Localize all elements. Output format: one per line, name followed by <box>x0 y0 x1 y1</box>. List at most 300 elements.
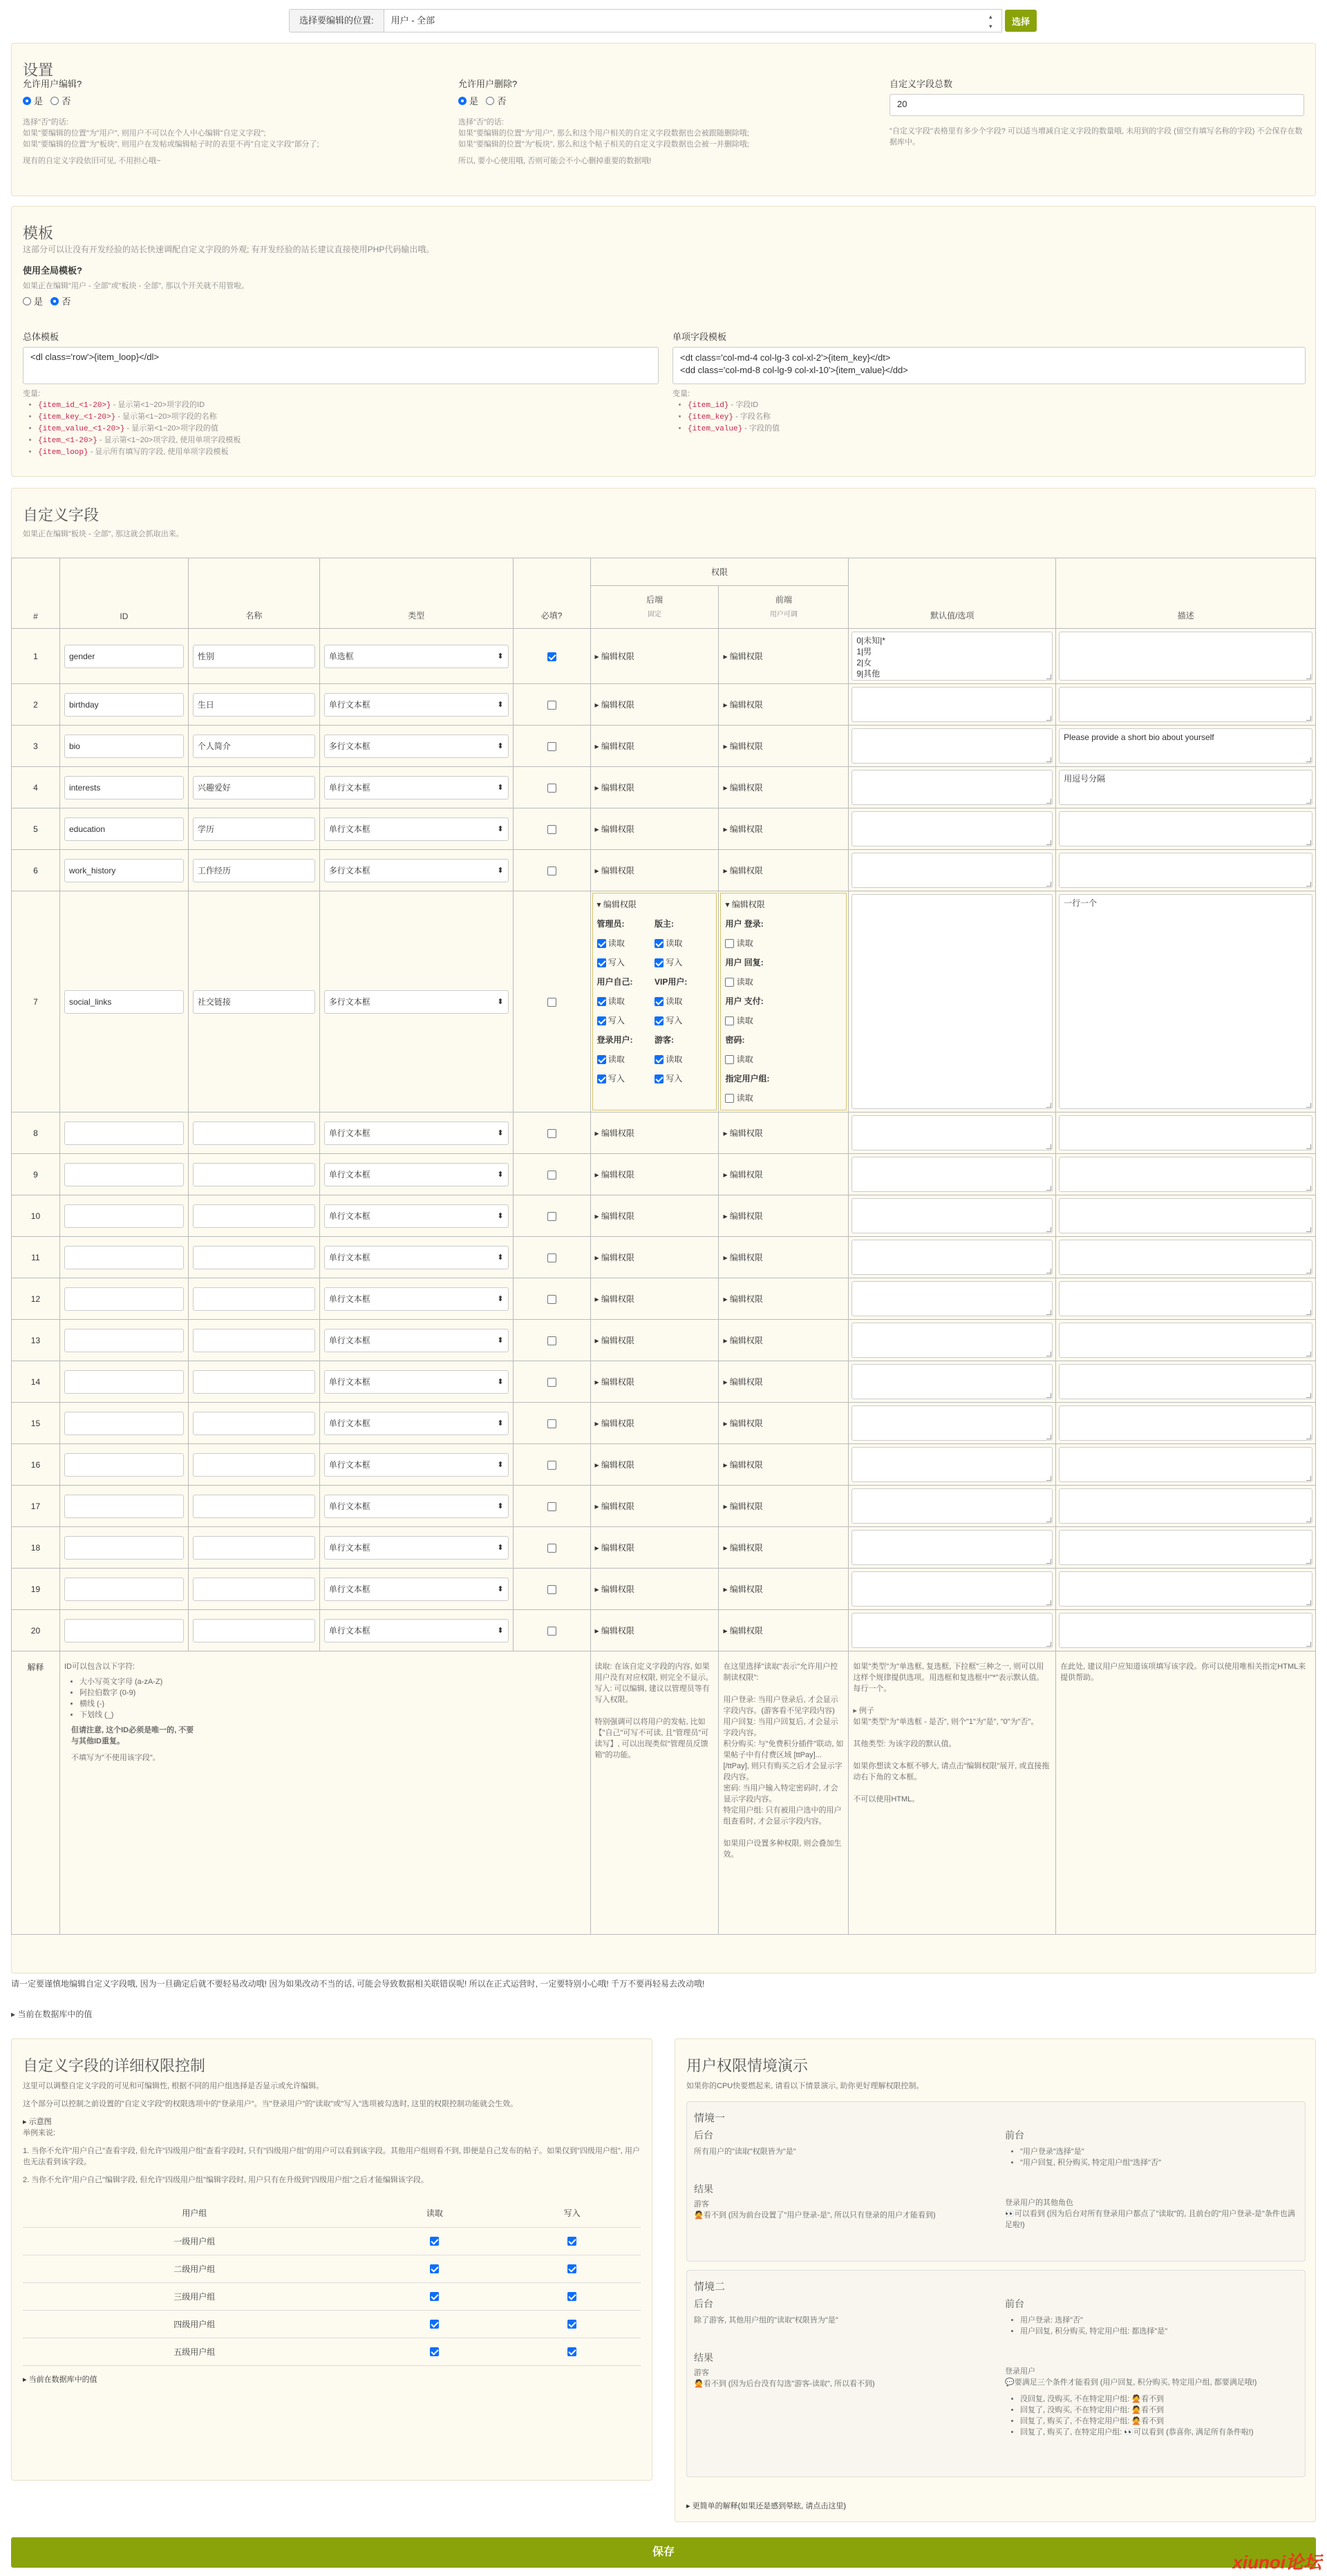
name-input[interactable] <box>193 1163 315 1186</box>
frontend-edit-perm[interactable]: ▸ 编辑权限 <box>723 1128 763 1138</box>
backend-edit-perm[interactable]: ▸ 编辑权限 <box>594 1377 634 1387</box>
name-input[interactable] <box>193 1619 315 1642</box>
radio-icon <box>23 297 31 305</box>
field-row <box>12 1444 1316 1486</box>
backend-edit-perm[interactable]: ▸ 编辑权限 <box>594 700 634 710</box>
allow-edit-hint: 如果"要编辑的位置"为"板块", 则用户在发帖或编辑帖子时的表里不再"自定义字段"部分了; <box>23 140 319 149</box>
frontend-edit-perm[interactable]: ▸ 编辑权限 <box>723 700 763 710</box>
required-checkbox[interactable] <box>547 1171 556 1180</box>
read-checkbox[interactable] <box>430 2320 439 2329</box>
backend-edit-perm[interactable]: ▸ 编辑权限 <box>594 1170 634 1180</box>
frontend-edit-perm[interactable]: ▸ 编辑权限 <box>723 824 763 834</box>
desc-textarea[interactable] <box>1059 1115 1312 1150</box>
read-checkbox[interactable] <box>655 939 664 948</box>
explain-frontend: 在这里选择"读取"表示"允许用户控制读权限": 用户登录: 当用户登录后, 才会显示字段内容。(游客看不见字段内容) 用户回复: 当用户回复后, 才会显示字段内容。 积分购买: 与"免费积分插件"联动, 如果帖子中有付费区域 [ttPay]...[/ttPay], 则只有购买之后才会显示字段内容。 密码: 当用户输入特定密码时, 才会显示字段内容。 特定用户组: 只有被用户选中的用户组查看时, 才会显示字段内容。 如果用户设置多种权限, 则会叠加生效。 <box>723 1663 844 1859</box>
default-textarea[interactable] <box>851 1281 1053 1316</box>
frontend-edit-perm[interactable]: ▸ 编辑权限 <box>723 1584 763 1594</box>
explain-id: ID可以包含以下字符: • 大小写英文字母 (a-zA-Z) • 阿拉伯数字 (0-9) • 横线 (-) • 下划线 (_) 但请注意, 这个ID必须是唯一的, 不要与其他ID重复。 不填写为"不使用该字段"。 <box>59 1651 590 1935</box>
perm-db-toggle[interactable]: ▸ 当前在数据库中的值 <box>23 2375 97 2384</box>
write-checkbox[interactable] <box>597 1016 606 1025</box>
overall-template-label: 总体模板 <box>23 332 59 342</box>
diagram-toggle[interactable]: ▸ 示意图 <box>23 2118 52 2126</box>
name-input[interactable] <box>193 1246 315 1269</box>
id-input[interactable]: education <box>64 817 184 841</box>
required-checkbox[interactable] <box>547 1336 556 1345</box>
backend-edit-perm[interactable]: ▸ 编辑权限 <box>594 1419 634 1428</box>
backend-edit-perm[interactable]: ▸ 编辑权限 <box>594 1294 634 1304</box>
id-input[interactable] <box>64 1370 184 1394</box>
write-checkbox[interactable] <box>567 2347 576 2356</box>
frontend-edit-perm[interactable]: ▸ 编辑权限 <box>723 1336 763 1345</box>
warning-text: 请一定要谨慎地编辑自定义字段哦, 因为一旦确定后就不要轻易改动哦! 因为如果改动不当的话, 可能会导致数据相关联错误呢! 所以在正式运营时, 一定要特别小心哦! 千万不要再轻易去改动哦! <box>11 1979 705 1989</box>
save-button[interactable]: 保存 <box>11 2537 1316 2568</box>
col-desc: 描述 <box>1056 558 1316 629</box>
default-textarea[interactable] <box>851 728 1053 764</box>
type-select[interactable]: 单行文本框 ⬍ <box>324 1536 509 1560</box>
default-textarea[interactable]: 0|未知|* 1|男 2|女 9|其他 <box>851 632 1053 681</box>
desc-textarea[interactable] <box>1059 687 1312 722</box>
desc-textarea[interactable] <box>1059 1323 1312 1358</box>
default-textarea[interactable] <box>851 1240 1053 1275</box>
required-checkbox[interactable] <box>547 1129 556 1138</box>
name-input[interactable] <box>193 1121 315 1145</box>
field-row <box>12 767 1316 808</box>
name-input[interactable]: 性别 <box>193 645 315 668</box>
desc-textarea[interactable] <box>1059 1281 1312 1316</box>
backend-edit-perm[interactable]: ▸ 编辑权限 <box>594 1253 634 1262</box>
location-select[interactable]: 用户 - 全部 ▴▾ <box>384 9 1002 32</box>
field-row <box>12 1154 1316 1195</box>
required-checkbox[interactable] <box>547 1502 556 1511</box>
id-input[interactable] <box>64 1412 184 1435</box>
default-textarea[interactable] <box>851 853 1053 888</box>
col-frontend: 前端 <box>719 586 849 608</box>
write-checkbox[interactable] <box>567 2264 576 2273</box>
row-num: 9 <box>12 1154 60 1195</box>
frontend-edit-perm[interactable]: ▸ 编辑权限 <box>723 1460 763 1470</box>
allow-edit-hint-title: 选择"否"的话: <box>23 118 68 126</box>
id-input[interactable] <box>64 1204 184 1228</box>
backend-edit-perm[interactable]: ▸ 编辑权限 <box>594 1336 634 1345</box>
default-textarea[interactable] <box>851 1405 1053 1441</box>
required-checkbox[interactable] <box>547 1212 556 1221</box>
perm-group: 版主: 读取 写入 <box>654 919 683 967</box>
frontend-edit-perm[interactable]: ▸ 编辑权限 <box>723 1626 763 1636</box>
write-checkbox[interactable] <box>655 1016 664 1025</box>
id-input[interactable] <box>64 1163 184 1186</box>
read-checkbox[interactable] <box>430 2292 439 2301</box>
location-toolbar <box>289 8 1037 33</box>
required-checkbox[interactable] <box>547 866 556 875</box>
name-input[interactable]: 社交链接 <box>193 990 315 1014</box>
field-row <box>12 1361 1316 1403</box>
perm-group-row <box>23 2255 641 2282</box>
frontend-edit-perm[interactable]: ▸ 编辑权限 <box>723 1419 763 1428</box>
var-item: • {item_key_<1-20>} - 显示第<1~20>项字段的名称 <box>38 411 659 423</box>
perm-group: 用户 登录: 读取 <box>725 919 764 948</box>
total-fields-input[interactable]: 20 <box>890 94 1304 116</box>
perm-group: VIP用户: 读取 写入 <box>654 977 688 1025</box>
backend-edit-perm[interactable]: ▸ 编辑权限 <box>594 824 634 834</box>
perm-intro: 这个部分可以控制之前设置的"自定义字段"的权限选项中的"登录用户"。当"登录用户"的"读取"或"写入"选项被勾选时, 这里的权限控制功能就会生效。 <box>23 2100 518 2108</box>
read-checkbox[interactable] <box>597 939 606 948</box>
read-checkbox[interactable] <box>430 2264 439 2273</box>
desc-textarea[interactable] <box>1059 1240 1312 1275</box>
radio-icon <box>50 297 59 305</box>
name-input[interactable]: 工作经历 <box>193 859 315 882</box>
name-input[interactable] <box>193 1495 315 1518</box>
required-checkbox[interactable] <box>547 1378 556 1387</box>
frontend-edit-perm[interactable]: ▸ 编辑权限 <box>723 1377 763 1387</box>
backend-edit-perm[interactable]: ▸ 编辑权限 <box>594 1626 634 1636</box>
required-checkbox[interactable] <box>547 1295 556 1304</box>
var-item: • {item_id_<1-20>} - 显示第<1~20>项字段的ID <box>38 399 659 411</box>
row-num: 6 <box>12 850 60 891</box>
var-item: • {item_value_<1-20>} - 显示第<1~20>项字段的值 <box>38 423 659 435</box>
desc-textarea[interactable] <box>1059 1447 1312 1482</box>
type-select[interactable]: 单行文本框 ⬍ <box>324 1453 509 1477</box>
radio-icon <box>23 97 31 105</box>
type-select[interactable]: 单行文本框 ⬍ <box>324 1121 509 1145</box>
read-checkbox[interactable] <box>725 1055 734 1064</box>
type-select[interactable]: 单行文本框 ⬍ <box>324 693 509 717</box>
id-input[interactable] <box>64 1619 184 1642</box>
row-num: 1 <box>12 629 60 684</box>
type-select[interactable]: 单行文本框 ⬍ <box>324 776 509 799</box>
required-checkbox[interactable] <box>547 652 556 661</box>
backend-edit-perm[interactable]: ▸ 编辑权限 <box>594 1502 634 1511</box>
row-num: 13 <box>12 1320 60 1361</box>
default-textarea[interactable] <box>851 1613 1053 1648</box>
required-checkbox[interactable] <box>547 1627 556 1636</box>
perm-group-row <box>23 2282 641 2310</box>
read-checkbox[interactable] <box>597 1055 606 1064</box>
fields-title: 自定义字段 <box>23 506 100 524</box>
type-select[interactable]: 单行文本框 ⬍ <box>324 1204 509 1228</box>
overall-template-textarea[interactable]: <dl class='row'>{item_loop}</dl> <box>23 347 659 384</box>
desc-textarea[interactable] <box>1059 1198 1312 1233</box>
required-checkbox[interactable] <box>547 998 556 1007</box>
example-1: 1. 当你不允许"用户自己"查看字段, 但允许"四级用户组"查看字段时, 只有"四级用户组"的用户可以看到该字段。其他用户组则看不到, 即便是自己发布的帖子。如果仅到"四级用户组", 用户也无法看到该字段。 <box>23 2147 640 2166</box>
field-row <box>12 1320 1316 1361</box>
backend-perm-panel: ▾ 编辑权限 管理员: 读取 写入 版主: 读取 写入 用户自己: 读取 写入 VIP用户: 读取 写入 登录用户: 读取 写入 游客: 读取 写入 <box>592 893 717 1110</box>
row-num: 5 <box>12 808 60 850</box>
name-input[interactable] <box>193 1370 315 1394</box>
row-num: 18 <box>12 1527 60 1569</box>
backend-edit-perm[interactable]: ▸ 编辑权限 <box>594 741 634 751</box>
required-checkbox[interactable] <box>547 742 556 751</box>
type-select[interactable]: 多行文本框 ⬍ <box>324 735 509 758</box>
allow-delete-note: 所以, 要小心使用哦, 否则可能会不小心删掉重要的数据哦! <box>458 157 652 165</box>
backend-edit-perm[interactable]: ▸ 编辑权限 <box>594 1584 634 1594</box>
frontend-edit-perm[interactable]: ▸ 编辑权限 <box>723 866 763 875</box>
ptab-header: 用户组 <box>23 2199 366 2227</box>
use-global-no[interactable]: 否 <box>50 294 70 307</box>
field-row <box>12 1403 1316 1444</box>
type-select[interactable]: 多行文本框 ⬍ <box>324 990 509 1014</box>
type-select[interactable]: 单行文本框 ⬍ <box>324 1163 509 1186</box>
read-checkbox[interactable] <box>725 1016 734 1025</box>
name-input[interactable] <box>193 1287 315 1311</box>
desc-textarea[interactable]: 用逗号分隔 <box>1059 770 1312 805</box>
default-textarea[interactable] <box>851 1571 1053 1607</box>
type-select[interactable]: 单行文本框 ⬍ <box>324 1287 509 1311</box>
type-select[interactable]: 单行文本框 ⬍ <box>324 817 509 841</box>
backend-edit-perm[interactable]: ▸ 编辑权限 <box>594 1460 634 1470</box>
name-input[interactable] <box>193 1412 315 1435</box>
field-row <box>12 684 1316 726</box>
field-row <box>12 726 1316 767</box>
allow-edit-label: 允许用户编辑? <box>23 79 82 89</box>
desc-textarea[interactable] <box>1059 853 1312 888</box>
id-input[interactable]: work_history <box>64 859 184 882</box>
perm-group: 登录用户: 读取 写入 <box>596 1035 633 1083</box>
col-frontend-sub: 用户可调 <box>719 608 849 629</box>
desc-textarea[interactable] <box>1059 811 1312 846</box>
desc-textarea[interactable] <box>1059 1364 1312 1399</box>
read-checkbox[interactable] <box>655 1055 664 1064</box>
frontend-edit-perm[interactable]: ▸ 编辑权限 <box>723 1211 763 1221</box>
required-checkbox[interactable] <box>547 1544 556 1553</box>
write-checkbox[interactable] <box>567 2292 576 2301</box>
required-checkbox[interactable] <box>547 1585 556 1594</box>
radio-icon <box>458 97 467 105</box>
write-checkbox[interactable] <box>597 1074 606 1083</box>
frontend-edit-perm[interactable]: ▸ 编辑权限 <box>723 1294 763 1304</box>
id-input[interactable]: birthday <box>64 693 184 717</box>
row-num: 15 <box>12 1403 60 1444</box>
default-textarea[interactable] <box>851 1198 1053 1233</box>
default-textarea[interactable] <box>851 1157 1053 1192</box>
row-num: 8 <box>12 1112 60 1154</box>
required-checkbox[interactable] <box>547 1253 556 1262</box>
read-checkbox[interactable] <box>725 1094 734 1103</box>
radio-icon <box>486 97 494 105</box>
type-select[interactable]: 单行文本框 ⬍ <box>324 1370 509 1394</box>
demo-intro: 如果你的CPU快要燃起来, 请看以下情景演示, 助你更好理解权限控制。 <box>686 2082 924 2090</box>
var-item: • {item_id} - 字段ID <box>688 399 1306 411</box>
perm-intro: 这里可以调整自定义字段的可见和可编辑性, 根据不同的用户组选择是否显示或允许编辑。 <box>23 2082 324 2090</box>
read-checkbox[interactable] <box>655 997 664 1006</box>
group-name: 五级用户组 <box>23 2338 366 2365</box>
desc-textarea[interactable] <box>1059 1613 1312 1648</box>
perm-group-row <box>23 2310 641 2338</box>
frontend-edit-perm[interactable]: ▸ 编辑权限 <box>723 783 763 793</box>
write-checkbox[interactable] <box>567 2320 576 2329</box>
field-row <box>12 1486 1316 1527</box>
desc-textarea[interactable] <box>1059 632 1312 681</box>
id-input[interactable] <box>64 1453 184 1477</box>
simple-explain-toggle[interactable]: ▸ 更简单的解释(如果还是感到晕眩, 请点击这里) <box>686 2502 847 2510</box>
desc-textarea[interactable]: 一行一个 <box>1059 894 1312 1109</box>
name-input[interactable] <box>193 1536 315 1560</box>
explain-default: 如果"类型"为"单选框, 复选框, 下拉框"三种之一, 则可以用这样个规律提供选项。用选框和复选框中"*"表示默认值。每行一个。 ▸ 例子 如果"类型"为"单选框 - 是否", 则个"1"为"是", "0"为"否"。 其他类型: 为该字段的默认值。 如果你想读文本框不够大, 请点击"编辑权限"展开, 或直接拖动右下角的文本框。 不可以使用HTML。 <box>853 1663 1050 1803</box>
row-num: 16 <box>12 1444 60 1486</box>
name-input[interactable]: 学历 <box>193 817 315 841</box>
allow-delete-yes[interactable]: 是 <box>458 94 478 107</box>
name-input[interactable]: 个人简介 <box>193 735 315 758</box>
frontend-edit-perm[interactable]: ▸ 编辑权限 <box>723 1543 763 1553</box>
id-input[interactable] <box>64 1329 184 1352</box>
write-checkbox[interactable] <box>567 2237 576 2246</box>
row-num: 10 <box>12 1195 60 1237</box>
id-input[interactable] <box>64 1578 184 1601</box>
id-input[interactable] <box>64 1495 184 1518</box>
backend-edit-perm[interactable]: ▸ 编辑权限 <box>594 783 634 793</box>
id-input[interactable] <box>64 1246 184 1269</box>
col-backend: 后端 <box>590 586 719 608</box>
var-item: • {item_loop} - 显示所有填写的字段, 使用单项字段模板 <box>38 446 659 458</box>
read-checkbox[interactable] <box>725 939 734 948</box>
row-num: 4 <box>12 767 60 808</box>
perm-group: 游客: 读取 写入 <box>654 1035 683 1083</box>
default-textarea[interactable] <box>851 1530 1053 1565</box>
field-row <box>12 1195 1316 1237</box>
desc-textarea[interactable] <box>1059 1157 1312 1192</box>
demo-title: 用户权限情境演示 <box>686 2057 809 2074</box>
type-select[interactable]: 单行文本框 ⬍ <box>324 1246 509 1269</box>
write-checkbox[interactable] <box>597 958 606 967</box>
desc-textarea[interactable] <box>1059 1405 1312 1441</box>
id-input[interactable]: gender <box>64 645 184 668</box>
write-checkbox[interactable] <box>655 1074 664 1083</box>
group-name: 二级用户组 <box>23 2255 366 2282</box>
type-select[interactable]: 多行文本框 ⬍ <box>324 859 509 882</box>
example-title: 举例来说: <box>23 2129 56 2137</box>
perm-group-table <box>23 2199 641 2366</box>
row-num: 14 <box>12 1361 60 1403</box>
single-template-textarea[interactable]: <dt class='col-md-4 col-lg-3 col-xl-2'>{item_key}</dt> <dd class='col-md-8 col-lg-9 col-xl-10'>{item_value}</dd> <box>672 347 1306 384</box>
row-num: 3 <box>12 726 60 767</box>
default-textarea[interactable] <box>851 1364 1053 1399</box>
id-input[interactable] <box>64 1121 184 1145</box>
vars-label: 变量: <box>672 390 690 398</box>
type-select[interactable]: 单行文本框 ⬍ <box>324 1619 509 1642</box>
var-item: • {item_value} - 字段的值 <box>688 423 1306 435</box>
desc-textarea[interactable] <box>1059 1530 1312 1565</box>
type-select[interactable]: 单选框 ⬍ <box>324 645 509 668</box>
group-name: 四级用户组 <box>23 2310 366 2338</box>
backend-edit-perm[interactable]: ▸ 编辑权限 <box>594 1543 634 1553</box>
default-textarea[interactable] <box>851 1323 1053 1358</box>
frontend-edit-perm[interactable]: ▸ 编辑权限 <box>723 741 763 751</box>
read-checkbox[interactable] <box>430 2347 439 2356</box>
id-input[interactable] <box>64 1536 184 1560</box>
write-checkbox[interactable] <box>655 958 664 967</box>
frontend-edit-perm[interactable]: ▸ 编辑权限 <box>723 652 763 661</box>
type-select[interactable]: 单行文本框 ⬍ <box>324 1412 509 1435</box>
example-2: 2. 当你不允许"用户自己"编辑字段, 但允许"四级用户组"编辑字段时, 用户只有在升级到"四级用户组"之后才能编辑该字段。 <box>23 2176 429 2184</box>
read-checkbox[interactable] <box>430 2237 439 2246</box>
backend-edit-perm[interactable]: ▸ 编辑权限 <box>594 652 634 661</box>
field-row <box>12 1237 1316 1278</box>
db-values-toggle[interactable]: ▸ 当前在数据库中的值 <box>11 2009 93 2019</box>
default-textarea[interactable] <box>851 687 1053 722</box>
perm-group-row <box>23 2227 641 2255</box>
perm-group-row <box>23 2338 641 2365</box>
required-checkbox[interactable] <box>547 784 556 793</box>
radio-icon <box>50 97 59 105</box>
id-input[interactable]: social_links <box>64 990 184 1014</box>
allow-delete-no[interactable]: 否 <box>486 94 506 107</box>
frontend-edit-perm[interactable]: ▸ 编辑权限 <box>723 1502 763 1511</box>
required-checkbox[interactable] <box>547 1461 556 1470</box>
perm-detail-panel <box>11 2038 652 2481</box>
default-textarea[interactable] <box>851 1115 1053 1150</box>
allow-delete-hint-title: 选择"否"的话: <box>458 118 504 126</box>
name-input[interactable]: 生日 <box>193 693 315 717</box>
type-select[interactable]: 单行文本框 ⬍ <box>324 1495 509 1518</box>
desc-textarea[interactable]: Please provide a short bio about yourself <box>1059 728 1312 764</box>
id-input[interactable]: interests <box>64 776 184 799</box>
required-checkbox[interactable] <box>547 825 556 834</box>
allow-edit-no[interactable]: 否 <box>50 94 70 107</box>
default-textarea[interactable] <box>851 894 1053 1109</box>
id-input[interactable] <box>64 1287 184 1311</box>
name-input[interactable] <box>193 1329 315 1352</box>
explain-backend: 读取: 在该自定义字段的内容, 如果用户没有对应权限, 则完全不显示。 写入: 可以编辑, 建议以管理员等有写入权限。 特别强调可以将用户的发帖, 比如【"自己"可写不可读, 且"管理员"可读写】, 可以出现类似"管理员反馈箱"的功能。 <box>594 1663 713 1759</box>
read-checkbox[interactable] <box>725 978 734 987</box>
use-global-hint: 如果正在编辑"用户 - 全部"或"板块 - 全部", 那以个开关就不用管啦。 <box>23 282 250 290</box>
required-checkbox[interactable] <box>547 701 556 710</box>
frontend-edit-perm[interactable]: ▸ 编辑权限 <box>723 1170 763 1180</box>
desc-textarea[interactable] <box>1059 1571 1312 1607</box>
row-num: 17 <box>12 1486 60 1527</box>
backend-edit-perm[interactable]: ▸ 编辑权限 <box>594 1211 634 1221</box>
frontend-edit-perm[interactable]: ▸ 编辑权限 <box>723 1253 763 1262</box>
type-select[interactable]: 单行文本框 ⬍ <box>324 1578 509 1601</box>
field-row <box>12 808 1316 850</box>
backend-edit-perm[interactable]: ▸ 编辑权限 <box>594 866 634 875</box>
total-fields-label: 自定义字段总数 <box>890 79 953 89</box>
name-input[interactable]: 兴趣爱好 <box>193 776 315 799</box>
default-textarea[interactable] <box>851 811 1053 846</box>
select-button[interactable]: 选择 <box>1005 10 1037 32</box>
col-required: 必填? <box>513 558 590 629</box>
perm-detail-title: 自定义字段的详细权限控制 <box>23 2057 206 2074</box>
col-default: 默认值/选项 <box>849 558 1056 629</box>
id-input[interactable]: bio <box>64 735 184 758</box>
fields-subtitle: 如果正在编辑"板块 - 全部", 那这就会抓取出来。 <box>23 530 184 538</box>
required-checkbox[interactable] <box>547 1419 556 1428</box>
field-row <box>12 850 1316 891</box>
var-item: • {item_<1-20>} - 显示第<1~20>项字段, 使用单项字段模板 <box>38 435 659 446</box>
default-textarea[interactable] <box>851 1447 1053 1482</box>
row-num: 19 <box>12 1569 60 1610</box>
name-input[interactable] <box>193 1578 315 1601</box>
row-num: 7 <box>12 891 60 1112</box>
template-panel <box>11 206 1316 477</box>
backend-edit-perm[interactable]: ▸ 编辑权限 <box>594 1128 634 1138</box>
name-input[interactable] <box>193 1453 315 1477</box>
explain-desc: 在此处, 建议用户应知道该项填写该字段。你可以使用唯相关指定HTML来提供帮助。 <box>1060 1663 1306 1682</box>
type-select[interactable]: 单行文本框 ⬍ <box>324 1329 509 1352</box>
col-backend-sub: 固定 <box>590 608 719 629</box>
perm-group: 指定用户组: 读取 <box>725 1074 770 1103</box>
field-row <box>12 1278 1316 1320</box>
desc-textarea[interactable] <box>1059 1488 1312 1524</box>
allow-edit-yes[interactable]: 是 <box>23 94 43 107</box>
read-checkbox[interactable] <box>597 997 606 1006</box>
use-global-yes[interactable]: 是 <box>23 294 43 307</box>
default-textarea[interactable] <box>851 770 1053 805</box>
allow-delete-hint: 如果"要编辑的位置"为"用户", 那么和这个用户相关的自定义字段数据也会被跟随删除哦; <box>458 129 749 138</box>
total-fields-hint: "自定义字段"表格里有多少个字段? 可以适当增减自定义字段的数量哦, 未用到的字段 (留空有填写名称的字段) 不会保存在数据库中。 <box>890 127 1303 146</box>
allow-edit-note: 现有的自定义字段依旧可见, 不用担心哦~ <box>23 157 161 165</box>
default-textarea[interactable] <box>851 1488 1053 1524</box>
name-input[interactable] <box>193 1204 315 1228</box>
col-perm: 权限 <box>590 558 849 586</box>
